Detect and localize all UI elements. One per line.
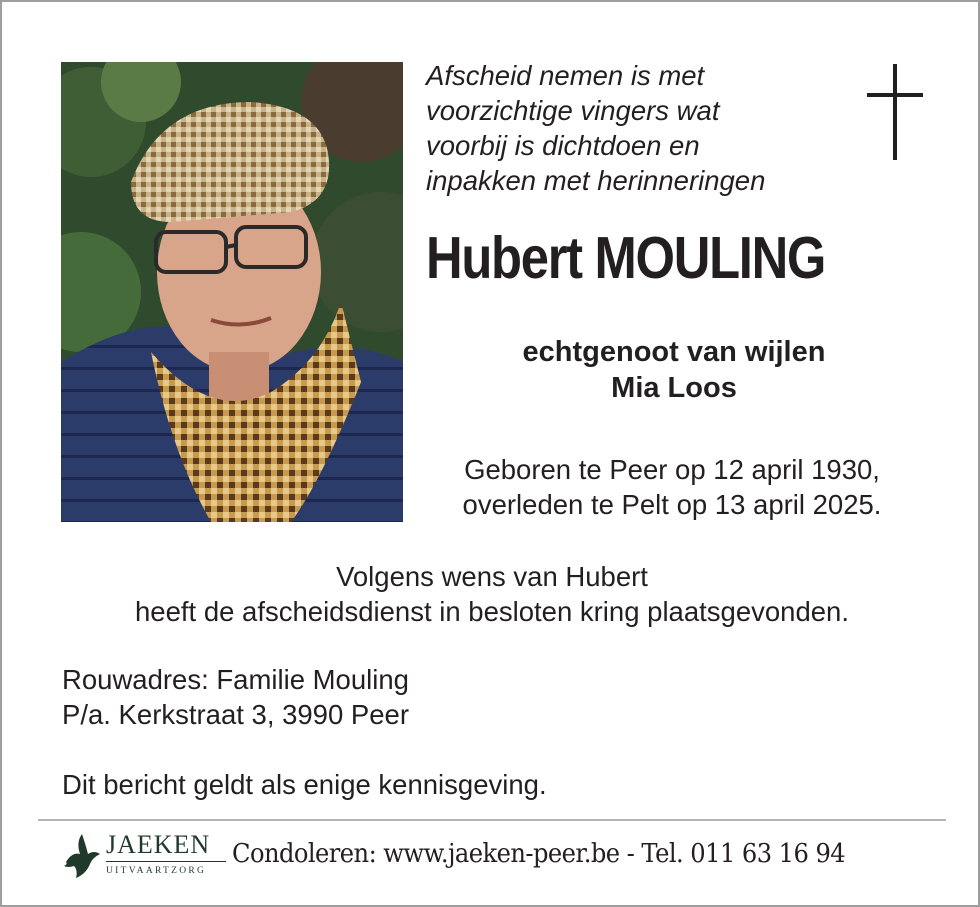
notice-text: Dit bericht geldt als enige kennisgeving. [62, 769, 547, 800]
poem-line: voorbij is dichtdoen en [426, 130, 700, 161]
spouse-name: Mia Loos [611, 372, 737, 404]
condolence-contact: Condoleren: www.jaeken-peer.be - Tel. 011 63 16 94 [232, 839, 846, 869]
logo-subtitle: UITVAARTZORG [106, 866, 207, 876]
address-family: Rouwadres: Familie Mouling [62, 664, 409, 695]
poem-line: inpakken met herinneringen [426, 165, 766, 196]
logo-brand: JAEKEN [106, 830, 211, 859]
dove-icon [62, 832, 102, 880]
portrait-photo [61, 62, 403, 522]
death-line: overleden te Pelt op 13 april 2025. [462, 489, 882, 520]
wish-line: Volgens wens van Hubert [336, 561, 648, 592]
funeral-wish [2, 559, 980, 629]
birth-line: Geboren te Peer op 12 april 1930, [464, 454, 880, 485]
spouse-info [434, 334, 914, 406]
cross-icon [867, 64, 923, 160]
poem-quote [426, 58, 846, 198]
wish-line: heeft de afscheidsdienst in besloten kring plaatsgevonden. [135, 596, 849, 627]
address-street: P/a. Kerkstraat 3, 3990 Peer [62, 699, 409, 730]
footer-divider [38, 819, 946, 821]
life-dates [422, 452, 922, 522]
deceased-name: Hubert MOULING [426, 225, 826, 291]
poem-line: Afscheid nemen is met [426, 60, 705, 91]
funeral-home-logo [62, 830, 227, 882]
poem-line: voorzichtige vingers wat [426, 95, 720, 126]
spouse-relation: echtgenoot van wijlen [522, 336, 826, 368]
mourning-address [62, 662, 409, 732]
